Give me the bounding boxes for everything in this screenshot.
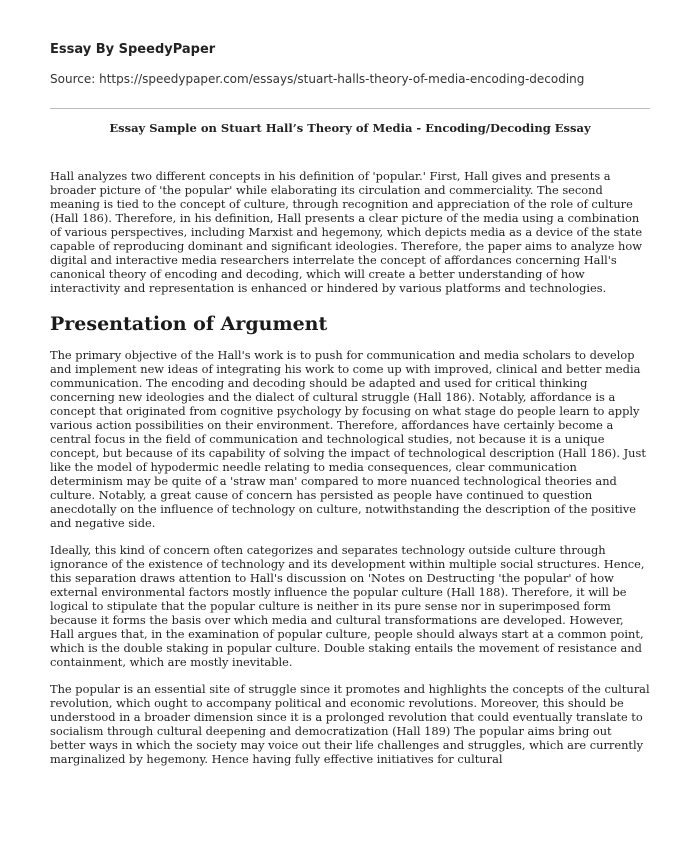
- source-label: Source:: [50, 72, 96, 86]
- section-heading: Presentation of Argument: [50, 313, 328, 335]
- header-divider: [50, 108, 650, 109]
- body-paragraph-1: The primary objective of the Hall's work is to push for communication and media scholars to develop and implement new ideas of integrating his work to come up with improved, clinical and better media communication. The encoding and decoding should be adapted and used for critical thinking concerning new ideologies and the dialect of cultural struggle (Hall 186). Notably, affordance is a concept that originated from cognitive psychology by focusing on what stage do people learn to apply various action possibilities on their environment. Therefore, affordances have certainly become a central focus in the field of communication and technological studies, not because it is a unique concept, but because of its capability of solving the impact of technological description (Hall 186). Just like the model of hypodermic needle relating to media consequences, clear communication determinism may be quite of a 'straw man' compared to more nuanced technological theories and culture. Notably, a great cause of concern has persisted as people have continued to question anecdotally on the influence of technology on culture, notwithstanding the description of the positive and negative side.: [50, 348, 646, 530]
- source-line: [50, 72, 584, 86]
- brand-title: Essay By SpeedyPaper: [50, 42, 216, 57]
- intro-paragraph: Hall analyzes two different concepts in his definition of 'popular.' First, Hall gives and presents a broader picture of 'the popular' while elaborating its circulation and commerciality. The second meaning is tied to the concept of culture, through recognition and appreciation of the role of culture (Hall 186). Therefore, in his definition, Hall presents a clear picture of the media using a combination of various perspectives, including Marxist and hegemony, which depicts media as a device of the state capable of reproducing dominant and significant ideologies. Therefore, the paper aims to analyze how digital and interactive media researchers interrelate the concept of affordances concerning Hall's canonical theory of encoding and decoding, which will create a better understanding of how interactivity and representation is enhanced or hindered by various platforms and technologies.: [50, 169, 643, 295]
- body-paragraph-2: Ideally, this kind of concern often categorizes and separates technology outside culture through ignorance of the existence of technology and its development within multiple social structures. Hence, this separation draws attention to Hall's discussion on 'Notes on Destructing 'the popular' of how external environmental factors mostly influence the popular culture (Hall 188). Therefore, it will be logical to stipulate that the popular culture is neither in its pure sense nor in superimposed form because it forms the basis over which media and cultural transformations are developed. However, Hall argues that, in the examination of popular culture, people should always start at a common point, which is the double staking in popular culture. Double staking entails the movement of resistance and containment, which are mostly inevitable.: [50, 543, 645, 669]
- document-title: Essay Sample on Stuart Hall’s Theory of Media - Encoding/Decoding Essay: [109, 121, 591, 135]
- source-url-link[interactable]: https://speedypaper.com/essays/stuart-halls-theory-of-media-encoding-decoding: [99, 72, 585, 86]
- essay-page: [50, 0, 650, 850]
- essay-body: [50, 169, 650, 779]
- body-paragraph-3: The popular is an essential site of struggle since it promotes and highlights the concepts of the cultural revolution, which ought to accompany political and economic revolutions. Moreover, this should be understood in a broader dimension since it is a prolonged revolution that could eventually translate to socialism through cultural deepening and democratization (Hall 189) The popular aims bring out better ways in which the society may voice out their life challenges and struggles, which are currently marginalized by hegemony. Hence having fully effective initiatives for cultural: [50, 682, 650, 766]
